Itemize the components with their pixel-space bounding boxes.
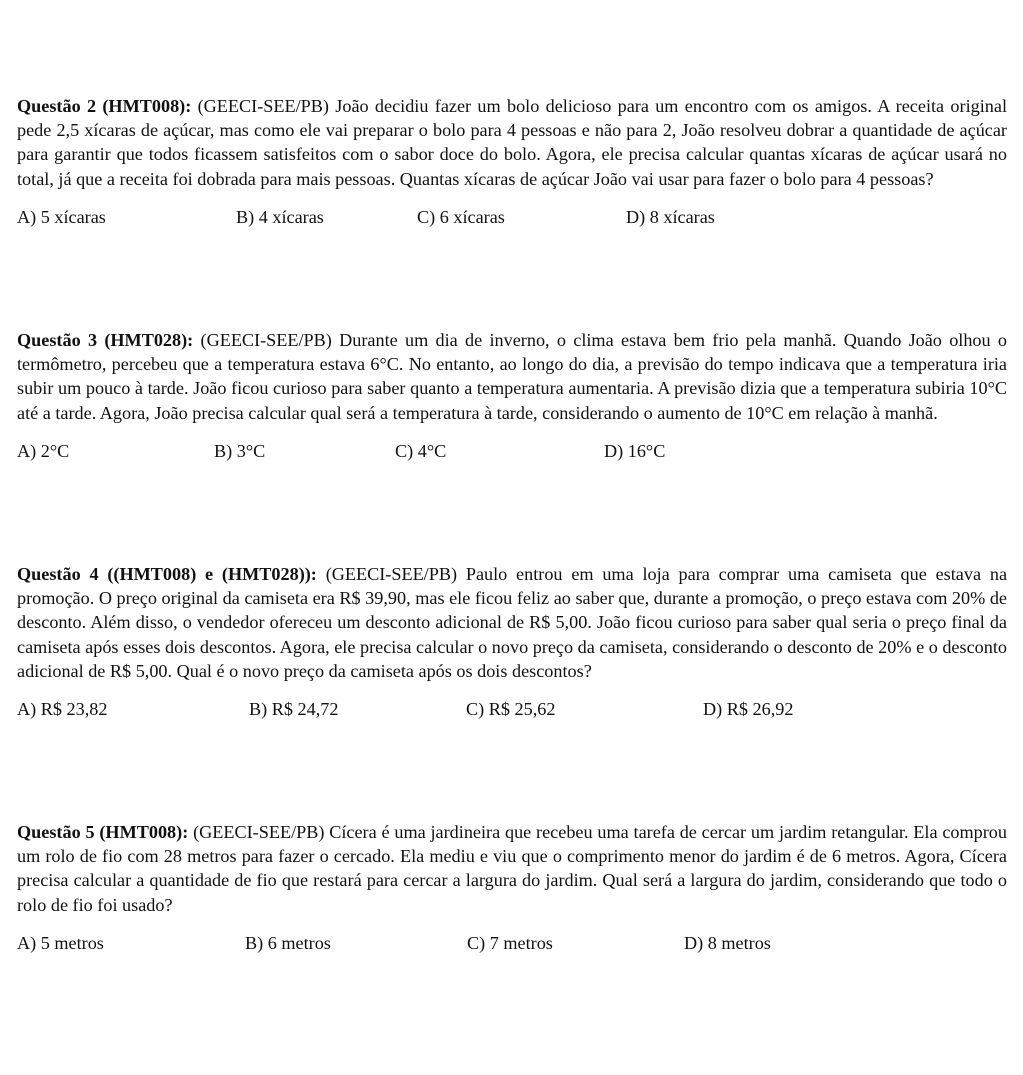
question-2-option-d: D) 8 xícaras	[626, 206, 715, 227]
question-5-option-c: C) 7 metros	[467, 932, 553, 953]
question-4-text: (GEECI-SEE/PB) Paulo entrou em uma loja para comprar uma camiseta que estava na promoção. O preço original da camiseta era R$ 39,90, mas ele ficou feliz ao saber que, durante a promoção, o preço estava com 20% de desconto. Além disso, o vendedor ofereceu um desconto adicional de R$ 5,00. João ficou curioso para saber qual seria o preço final da camiseta após esses dois descontos. Agora, ele precisa calcular o novo preço da camiseta, considerando o desconto de 20% e o desconto adicional de R$ 5,00. Qual é o novo preço da camiseta após os dois descontos?	[17, 564, 1008, 681]
question-5-option-d: D) 8 metros	[684, 932, 771, 953]
question-4-option-a: A) R$ 23,82	[17, 699, 108, 720]
question-3-option-d: D) 16°C	[604, 440, 666, 461]
question-2	[17, 94, 1007, 231]
question-2-option-c: C) 6 xícaras	[417, 206, 505, 227]
question-3	[17, 328, 1007, 465]
question-2-option-a: A) 5 xícaras	[17, 206, 106, 227]
question-5-option-a: A) 5 metros	[17, 932, 104, 953]
question-4-option-d: D) R$ 26,92	[703, 699, 794, 720]
question-5	[17, 820, 1007, 957]
question-5-option-b: B) 6 metros	[245, 932, 331, 953]
question-5-text: (GEECI-SEE/PB) Cícera é uma jardineira que recebeu uma tarefa de cercar um jardim retangular. Ela comprou um rolo de fio com 28 metros para fazer o cercado. Ela mediu e viu que o comprimento menor do jardim é de 6 metros. Agora, Cícera precisa calcular a quantidade de fio que restará para cercar a largura do jardim. Qual será a largura do jardim, considerando que todo o rolo de fio foi usado?	[17, 822, 1007, 915]
question-3-statement	[17, 328, 1007, 425]
question-2-statement	[17, 94, 1007, 191]
question-4-option-c: C) R$ 25,62	[466, 699, 556, 720]
question-3-option-b: B) 3°C	[214, 440, 266, 461]
question-5-title: Questão 5 (HMT008):	[17, 822, 189, 842]
question-5-statement	[17, 820, 1007, 917]
question-3-title: Questão 3 (HMT028):	[17, 330, 194, 350]
question-4-option-b: B) R$ 24,72	[249, 699, 339, 720]
question-4-title: Questão 4 ((HMT008) e (HMT028)):	[17, 564, 317, 584]
question-5-options	[17, 931, 1007, 957]
question-3-option-c: C) 4°C	[395, 440, 447, 461]
question-3-options	[17, 439, 1007, 465]
question-4-options	[17, 697, 1007, 723]
question-3-text: (GEECI-SEE/PB) Durante um dia de inverno, o clima estava bem frio pela manhã. Quando João olhou o termômetro, percebeu que a temperatura estava 6°C. No entanto, ao longo do dia, a previsão do tempo indicava que a temperatura iria subir um pouco à tarde. João ficou curioso para saber quanto a temperatura aumentaria. A previsão dizia que a temperatura subiria 10°C até a tarde. Agora, João precisa calcular qual será a temperatura à tarde, considerando o aumento de 10°C em relação à manhã.	[17, 330, 1007, 423]
question-2-title: Questão 2 (HMT008):	[17, 96, 192, 116]
question-4	[17, 562, 1007, 723]
question-4-statement	[17, 562, 1007, 683]
question-2-text: (GEECI-SEE/PB) João decidiu fazer um bolo delicioso para um encontro com os amigos. A receita original pede 2,5 xícaras de açúcar, mas como ele vai preparar o bolo para 4 pessoas e não para 2, João resolveu dobrar a quantidade de açúcar para garantir que todos ficassem satisfeitos com o sabor doce do bolo. Agora, ele precisa calcular quantas xícaras de açúcar usará no total, já que a receita foi dobrada para mais pessoas. Quantas xícaras de açúcar João vai usar para fazer o bolo para 4 pessoas?	[17, 96, 1008, 189]
question-2-options	[17, 205, 1007, 231]
question-3-option-a: A) 2°C	[17, 440, 70, 461]
question-2-option-b: B) 4 xícaras	[236, 206, 324, 227]
